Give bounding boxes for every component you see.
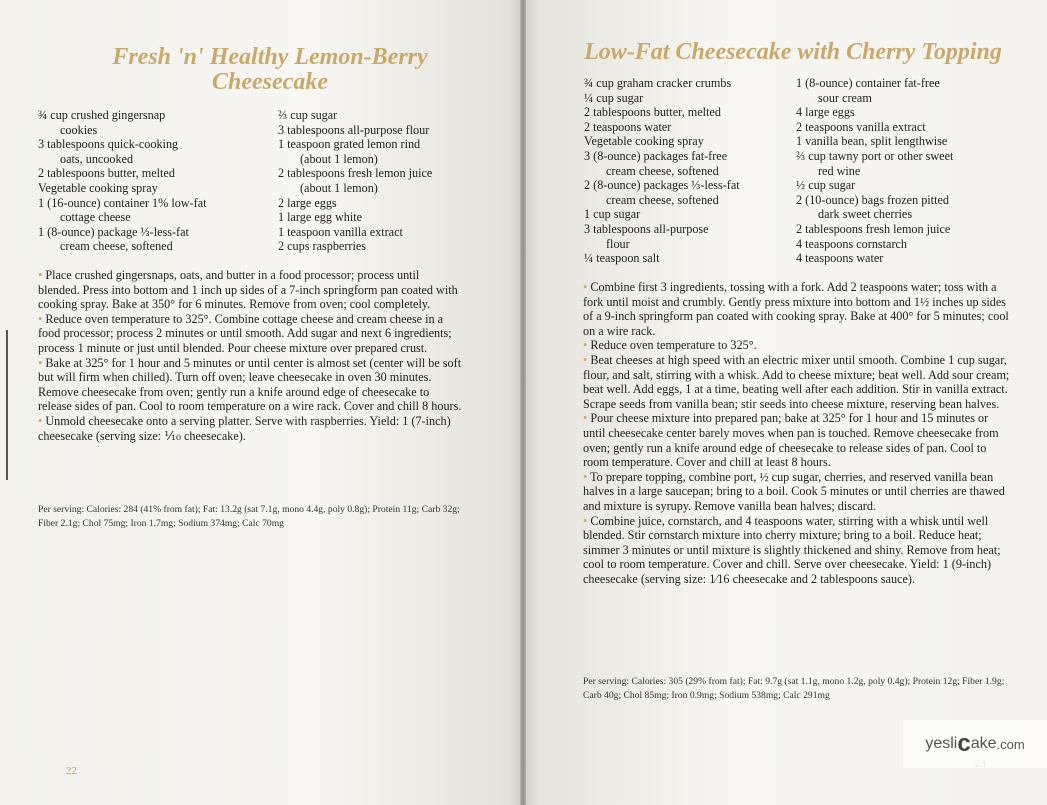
ingredient-item	[796, 120, 996, 135]
ingredient-item	[278, 108, 478, 123]
page-number-left: 22	[66, 765, 77, 777]
ingredient-line: ¼ cup sugar	[584, 90, 644, 105]
ingredient-continuation: oats, uncooked	[60, 151, 134, 166]
ingredient-line: Vegetable cooking spray	[38, 180, 158, 195]
bullet-icon: •	[583, 352, 591, 367]
bullet-icon: •	[583, 411, 591, 426]
ingredient-continuation: dark sweet cherries	[818, 207, 913, 222]
bullet-icon: •	[583, 513, 591, 528]
instruction-step	[583, 338, 1013, 353]
instruction-step	[38, 414, 463, 443]
ingredient-line: ¼ teaspoon salt	[584, 251, 660, 266]
bullet-icon: •	[38, 268, 46, 282]
ingredient-item	[796, 134, 996, 149]
title-line-2: Cheesecake	[212, 69, 328, 95]
ingredient-continuation: cookies	[60, 122, 98, 137]
step-text: Pour cheese mixture into prepared pan; bake at 325° for 1 hour and 15 minutes or until cheesecake center barely moves when pan is touched. Remove cheesecake from oven; gently run a knife around edge of cheesecake to release sides of pan. Cool to room temperature. Cover and chill at least 8 hours.	[583, 411, 999, 470]
bullet-icon: •	[583, 338, 591, 353]
ingredient-item	[584, 178, 789, 207]
ingredient-item	[796, 237, 996, 252]
ingredient-item	[796, 222, 996, 237]
ingredient-continuation: (about 1 lemon)	[300, 180, 378, 195]
recipe-title-right: Low-Fat Cheesecake with Cherry Topping	[584, 39, 1002, 65]
ingredient-item	[796, 149, 996, 178]
ingredients-column-2	[796, 76, 996, 266]
instruction-step	[583, 280, 1013, 338]
ingredients-column-1	[584, 76, 789, 266]
ingredient-item	[584, 105, 789, 120]
ingredient-item	[796, 105, 996, 120]
step-text: Reduce oven temperature to 325°.	[590, 338, 757, 353]
ingredient-continuation: red wine	[818, 163, 861, 178]
ingredients-column-2	[278, 108, 478, 254]
ingredient-item	[584, 120, 789, 135]
ingredient-line: 1 (8-ounce) package ⅓-less-fat	[38, 224, 189, 239]
ingredient-line: Vegetable cooking spray	[584, 134, 704, 149]
step-text: Combine first 3 ingredients, tossing with a fork. Add 2 teaspoons water; toss with a fork until moist and crumbly. Gently press mixture into bottom and 1½ inches up sides of a 9-inch springform pan coated with cooking spray. Bake at 400° for 5 minutes; cool on a wire rack.	[583, 280, 1009, 338]
ingredient-item	[584, 91, 789, 106]
bullet-icon: •	[583, 469, 591, 484]
ingredient-item	[38, 108, 268, 137]
watermark-logo	[903, 720, 1047, 768]
recipe-title-left	[80, 45, 460, 95]
ingredient-line: 2 large eggs	[278, 195, 337, 210]
ingredient-line: 4 teaspoons cornstarch	[796, 236, 908, 251]
ingredient-line: 1 (16-ounce) container 1% low-fat	[38, 195, 207, 210]
ingredient-line: 1 (8-ounce) container fat-free	[796, 76, 940, 90]
ingredient-item	[584, 207, 789, 222]
ingredient-item	[38, 166, 268, 181]
ingredient-continuation: cream cheese, softened	[60, 239, 173, 254]
step-text: Unmold cheesecake onto a serving platter. Serve with raspberries. Yield: 1 (7-inch) cheesecake (serving size: ⅒ cheesecake).	[38, 413, 451, 443]
ingredient-item	[278, 196, 478, 211]
ingredient-continuation: sour cream	[818, 90, 872, 105]
book-spine	[520, 0, 526, 805]
ingredient-item	[278, 123, 478, 138]
ingredient-item	[38, 225, 268, 254]
ingredient-item	[584, 251, 789, 266]
ingredient-item	[278, 137, 478, 166]
ingredient-line: 2 tablespoons fresh lemon juice	[278, 166, 433, 181]
ingredient-line: 1 teaspoon grated lemon rind	[278, 137, 421, 152]
right-page	[523, 0, 1047, 805]
ingredient-line: 3 tablespoons all-purpose	[584, 221, 709, 236]
ingredient-line: 2 tablespoons butter, melted	[584, 105, 721, 120]
step-text: Reduce oven temperature to 325°. Combine cottage cheese and cream cheese in a food processor; process 2 minutes or until smooth. Add sugar and next 6 ingredients; process 1 minute or just until blended. Pour cheese mixture over prepared crust.	[38, 311, 452, 355]
instruction-step	[38, 268, 463, 312]
watermark-c: c	[957, 730, 971, 757]
ingredient-line: 2 (10-ounce) bags frozen pitted	[796, 192, 949, 207]
bullet-icon: •	[583, 280, 591, 294]
instruction-step	[583, 353, 1013, 411]
instruction-step	[38, 356, 463, 414]
watermark-domain: .com	[996, 736, 1025, 752]
nutrition-info-right: Per serving: Calories: 305 (29% from fat); Fat: 9.7g (sat 1.1g, mono 1.2g, poly 0.4g); Protein 12g; Fiber 1.9g; Carb 40g; Chol 85mg; Iron 0.9mg; Sodium 538mg; Calc 291mg	[583, 676, 1005, 701]
ingredient-line: 1 large egg white	[278, 210, 363, 225]
ingredient-item	[38, 196, 268, 225]
ingredient-line: 4 large eggs	[796, 105, 855, 120]
ingredient-line: 2 teaspoons water	[584, 119, 672, 134]
ingredient-item	[584, 222, 789, 251]
ingredient-item	[278, 225, 478, 240]
ingredient-continuation: cottage cheese	[60, 210, 131, 225]
ingredient-line: 4 teaspoons water	[796, 251, 884, 266]
ingredient-line: 2 tablespoons butter, melted	[38, 166, 175, 181]
instruction-step	[583, 514, 1013, 587]
ingredient-line: 2 (8-ounce) packages ⅓-less-fat	[584, 178, 740, 193]
bullet-icon: •	[38, 355, 46, 370]
ingredient-line: 3 tablespoons quick-cooking	[38, 137, 179, 152]
ingredient-line: ¾ cup crushed gingersnap	[38, 108, 166, 122]
ingredient-item	[796, 251, 996, 266]
ingredient-item	[278, 166, 478, 195]
ingredient-item	[584, 76, 789, 91]
step-text: Place crushed gingersnaps, oats, and butter in a food processor; process until blended. Press into bottom and 1 inch up sides of a 7-inch springform pan coated with cooking spray. Bake at 350° for 6 minutes. Remove from oven; cool completely.	[38, 268, 458, 312]
ingredient-continuation: (about 1 lemon)	[300, 151, 378, 166]
ingredient-continuation: cream cheese, softened	[606, 163, 719, 178]
instruction-step	[583, 411, 1013, 469]
instruction-step	[38, 312, 463, 356]
ingredient-line: ½ cup sugar	[796, 178, 856, 193]
ingredient-line: 3 (8-ounce) packages fat-free	[584, 148, 728, 163]
ingredient-item	[38, 137, 268, 166]
ingredient-line: 2 tablespoons fresh lemon juice	[796, 221, 951, 236]
watermark-prefix: yesli	[925, 735, 958, 752]
nutrition-info-left: Per serving: Calories: 284 (41% from fat); Fat: 13.2g (sat 7.1g, mono 4.4g, poly 0.8g); Protein 11g; Carb 32g; Fiber 2.1g; Chol 75mg; Iron 1.7mg; Sodium 374mg; Calc 70mg	[38, 504, 460, 529]
ingredient-line: ⅔ cup sugar	[278, 108, 338, 122]
ingredients-column-1	[38, 108, 268, 254]
ingredient-item	[38, 181, 268, 196]
ingredient-item	[796, 76, 996, 105]
step-text: Beat cheeses at high speed with an electric mixer until smooth. Combine 1 cup sugar, flour, and salt, stirring with a whisk. Add to cheese mixture; beat well. Add sour cream; beat well. Add eggs, 1 at a time, beating well after each addition. Stir in vanilla extract. Scrape seeds from vanilla bean; stir seeds into cheese mixture, reserving bean halves.	[583, 352, 1010, 411]
instructions-left	[38, 268, 463, 443]
bullet-icon: •	[38, 413, 46, 428]
title-line-1: Fresh 'n' Healthy Lemon-Berry	[112, 44, 428, 70]
ingredient-item	[278, 239, 478, 254]
ingredient-item	[796, 178, 996, 193]
left-page	[0, 0, 523, 805]
ingredient-line: 1 teaspoon vanilla extract	[278, 224, 403, 239]
ingredient-line: 1 vanilla bean, split lengthwise	[796, 134, 948, 149]
step-text: To prepare topping, combine port, ½ cup sugar, cherries, and reserved vanilla bean halves in a large saucepan; bring to a boil. Cook 5 minutes or until cherries are thawed and mixture is syrupy. Remove vanilla bean halves; discard.	[583, 469, 1005, 513]
ingredient-line: 2 cups raspberries	[278, 239, 366, 254]
ingredient-line: 2 teaspoons vanilla extract	[796, 119, 926, 134]
instruction-step	[583, 470, 1013, 514]
ingredient-line: ⅔ cup tawny port or other sweet	[796, 148, 954, 163]
step-text: Bake at 325° for 1 hour and 5 minutes or until center is almost set (center will be soft but will firm when chilled). Turn off oven; leave cheesecake in oven 30 minutes. Remove cheesecake from oven; gently run a knife around edge of cheesecake to release sides of pan. Cool to room temperature on a wire rack. Cover and chill 8 hours.	[38, 355, 462, 414]
ingredient-continuation: cream cheese, softened	[606, 192, 719, 207]
step-text: Combine juice, cornstarch, and 4 teaspoons water, stirring with a whisk until well blended. Stir cornstarch mixture into cherry mixture; bring to a boil. Reduce heat; simmer 3 minutes or until mixture is slightly thickened and shiny. Remove from heat; cool to room temperature. Cover and chill. Serve over cheesecake. Yield: 1 (9-inch) cheesecake (serving size: 1⁄16 cheesecake and 2 tablespoons sauce).	[583, 513, 1001, 586]
ingredient-item	[278, 210, 478, 225]
ingredient-line: ¾ cup graham cracker crumbs	[584, 76, 732, 90]
watermark-suffix: ake	[970, 735, 997, 752]
page-edge-mark	[6, 330, 8, 480]
ingredient-item	[796, 193, 996, 222]
ingredient-item	[584, 134, 789, 149]
ingredient-continuation: flour	[606, 236, 630, 251]
ingredient-line: 3 tablespoons all-purpose flour	[278, 122, 430, 137]
ingredient-item	[584, 149, 789, 178]
ingredient-line: 1 cup sugar	[584, 207, 641, 222]
instructions-right	[583, 280, 1013, 586]
bullet-icon: •	[38, 311, 46, 326]
